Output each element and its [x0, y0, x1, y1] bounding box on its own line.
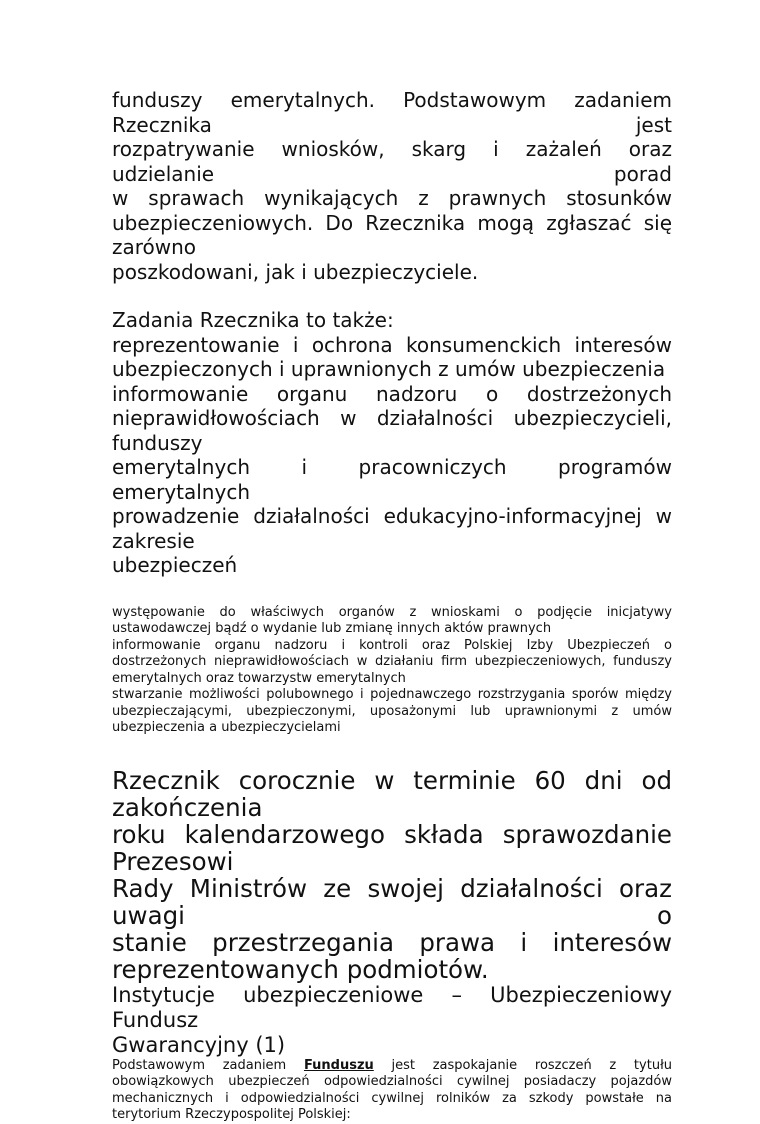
report-line: reprezentowanych podmiotów. [112, 954, 489, 984]
task-line: nieprawidłowościach w działalności ubezpieczycieli, funduszy [112, 406, 672, 455]
intro-line: rozpatrywanie wniosków, skarg i zażaleń oraz udzielanie porad [112, 137, 672, 186]
fundusz-term: Funduszu [303, 1057, 374, 1073]
intro-line: ubezpieczeniowych. Do Rzecznika mogą zgłaszać się zarówno [112, 210, 672, 259]
institutions-heading: Instytucje ubezpieczeniowe – Ubezpieczeniowy Fundusz [112, 982, 672, 1032]
task-line: prowadzenie działalności edukacyjno-informacyjnej w zakresie [112, 504, 672, 553]
report-line: Rady Ministrów ze swojej działalności oraz uwagi o [112, 873, 672, 930]
report-line: Rzecznik corocznie w terminie 60 dni od zakończenia [112, 765, 672, 822]
institutions-paragraph [112, 1058, 672, 1124]
tasks-heading: Zadania Rzecznika to także: [112, 308, 394, 332]
task-line: ubezpieczeń [112, 553, 238, 577]
institutions-heading: Gwarancyjny (1) [112, 1032, 286, 1057]
intro-paragraph [112, 88, 672, 284]
small-paragraph: występowanie do właściwych organów z wnioskami o podjęcie inicjatywy ustawodawczej bądź o wydanie lub zmianę innych aktów prawnych [112, 604, 672, 636]
spacer [112, 737, 672, 767]
task-line: informowanie organu nadzoru o dostrzeżonych [112, 381, 672, 406]
intro-line: funduszy emerytalnych. Podstawowym zadaniem Rzecznika jest [112, 88, 672, 137]
small-paragraph: stwarzanie możliwości polubownego i pojednawczego rozstrzygania sporów między ubezpieczającymi, ubezpieczonymi, uposażonymi lub uprawnionymi z umów ubezpieczenia a ubezpieczycielami [112, 687, 672, 735]
report-line: stanie przestrzegania prawa i interesów [112, 927, 672, 957]
small-text-section [112, 605, 672, 737]
para-pre: Podstawowym zadaniem [112, 1057, 304, 1073]
intro-line: poszkodowani, jak i ubezpieczyciele. [112, 259, 479, 284]
report-paragraph [112, 767, 672, 983]
intro-line: w sprawach wynikających z prawnych stosunków [112, 186, 672, 210]
small-paragraph: informowanie organu nadzoru i kontroli oraz Polskiej Izby Ubezpieczeń o dostrzeżonych nieprawidłowościach w działaniu firm ubezpieczeniowych, funduszy emerytalnych oraz towarzystw emerytalnych [112, 637, 672, 686]
tasks-section [112, 308, 672, 578]
spacer [112, 578, 672, 605]
task-line: reprezentowanie i ochrona konsumenckich interesów [112, 332, 672, 357]
institutions-section [112, 983, 672, 1124]
spacer [112, 284, 672, 308]
para-post: jest zaspokajanie roszczeń z tytułu obowiązkowych ubezpieczeń odpowiedzialności cywilnej posiadaczy pojazdów mechanicznych i odpowiedzialności cywilnej rolników za szkody powstałe na terytorium Rzeczypospolitej Polskiej: [112, 1057, 672, 1122]
document-page [112, 88, 672, 1124]
task-line: ubezpieczonych i uprawnionych z umów ubezpieczenia [112, 357, 666, 381]
task-line: emerytalnych i pracowniczych programów emerytalnych [112, 455, 672, 504]
report-line: roku kalendarzowego składa sprawozdanie Prezesowi [112, 819, 672, 876]
